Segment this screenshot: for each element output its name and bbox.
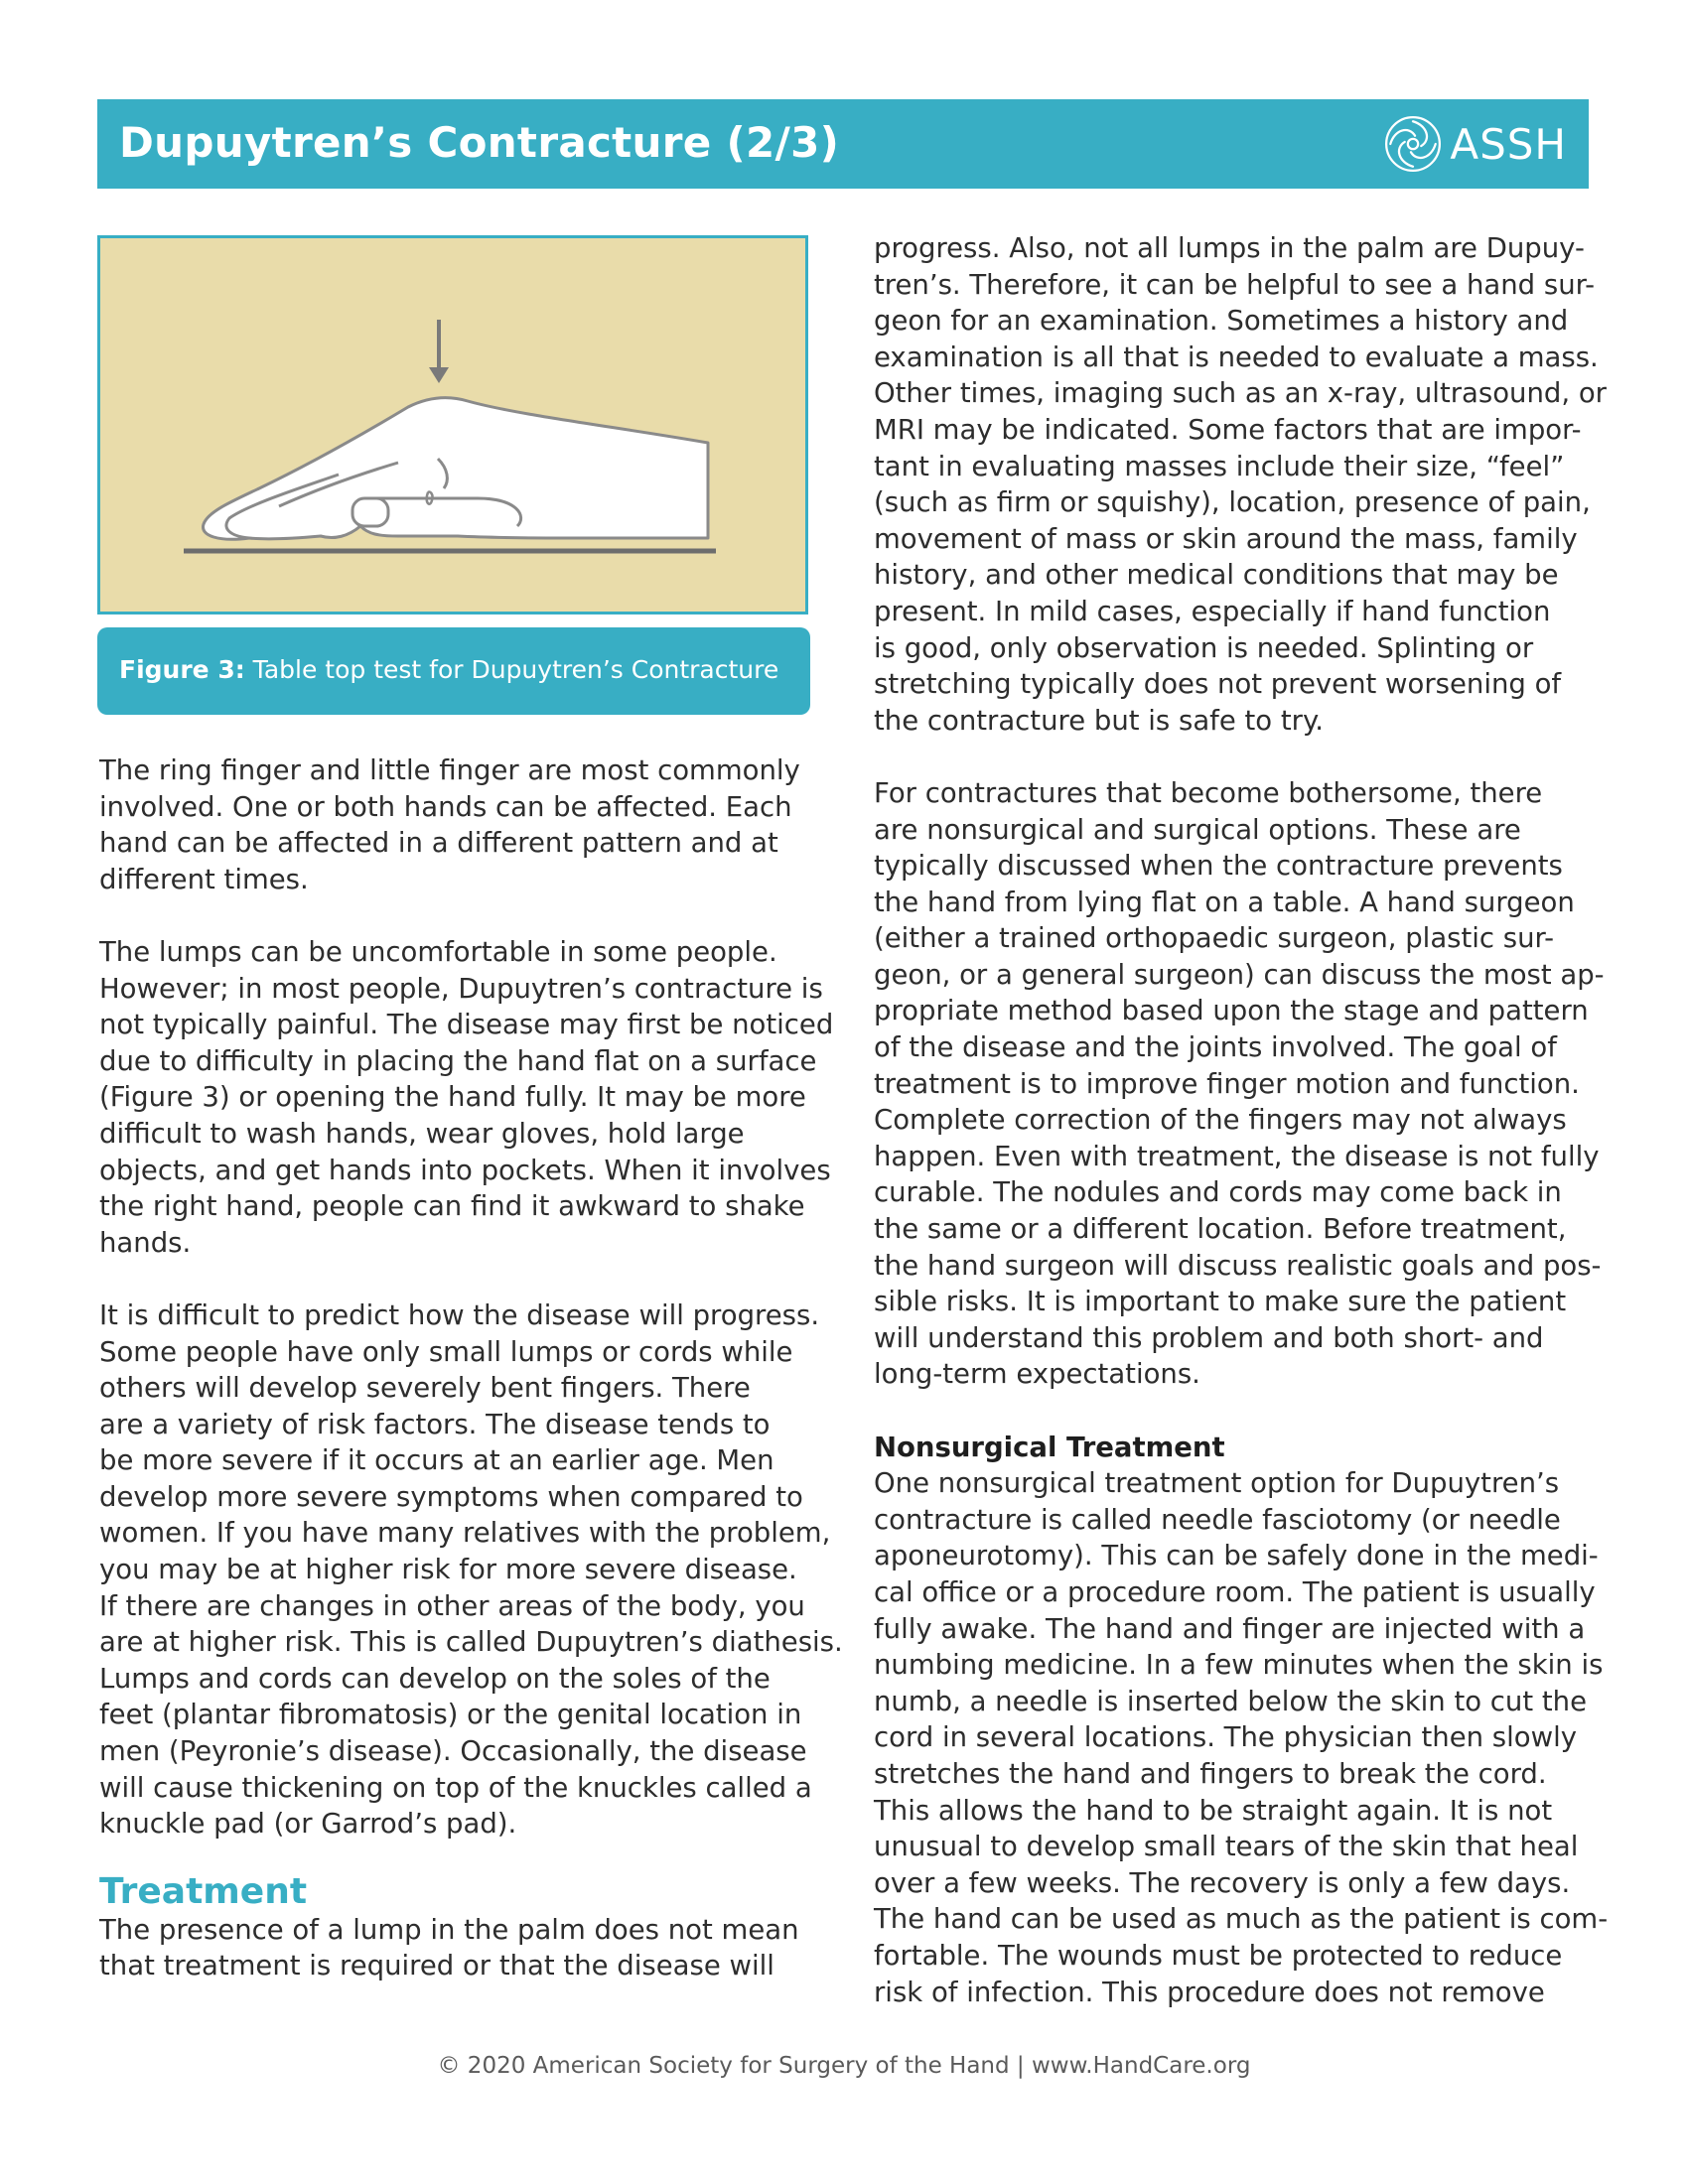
text-line: the hand surgeon will discuss realistic goals and pos- bbox=[874, 1249, 1602, 1282]
text-line: knuckle pad (or Garrod’s pad). bbox=[99, 1808, 517, 1841]
text-line: The presence of a lump in the palm does not mean bbox=[99, 1913, 799, 1946]
left-column bbox=[99, 752, 843, 1984]
text-line: history, and other medical conditions that may be bbox=[874, 559, 1559, 592]
text-line: contracture is called needle fasciotomy (or needle bbox=[874, 1503, 1561, 1536]
text-line: It is difficult to predict how the disease will progress. bbox=[99, 1298, 820, 1331]
text-line: Some people have only small lumps or cords while bbox=[99, 1335, 793, 1368]
figure-illustration bbox=[97, 235, 808, 614]
text-line: the hand from lying flat on a table. A hand surgeon bbox=[874, 886, 1575, 918]
text-line: cal office or a procedure room. The patient is usually bbox=[874, 1575, 1596, 1608]
text-line: not typically painful. The disease may first be noticed bbox=[99, 1009, 834, 1041]
text-line: curable. The nodules and cords may come back in bbox=[874, 1176, 1562, 1209]
caption-label: Figure 3: bbox=[119, 655, 245, 684]
text-line: (either a trained orthopaedic surgeon, plastic sur- bbox=[874, 922, 1555, 955]
text-line: others will develop severely bent fingers. There bbox=[99, 1372, 751, 1405]
text-line: tren’s. Therefore, it can be helpful to see a hand sur- bbox=[874, 268, 1596, 301]
text-line: are nonsurgical and surgical options. These are bbox=[874, 813, 1521, 846]
text-line: different times. bbox=[99, 863, 309, 895]
text-line: For contractures that become bothersome, there bbox=[874, 776, 1543, 809]
text-line: geon for an examination. Sometimes a history and bbox=[874, 305, 1569, 338]
text-line: propriate method based upon the stage and pattern bbox=[874, 995, 1589, 1027]
text-line: you may be at higher risk for more severe disease. bbox=[99, 1554, 797, 1586]
text-line: cord in several locations. The physician then slowly bbox=[874, 1721, 1577, 1754]
paragraph bbox=[99, 1297, 843, 1843]
text-line: happen. Even with treatment, the disease is not fully bbox=[874, 1140, 1600, 1172]
text-line: MRI may be indicated. Some factors that are impor- bbox=[874, 413, 1582, 446]
text-line: movement of mass or skin around the mass, family bbox=[874, 522, 1578, 555]
text-line: stretches the hand and fingers to break the cord. bbox=[874, 1757, 1547, 1790]
text-line: is good, only observation is needed. Splinting or bbox=[874, 631, 1534, 664]
logo-text: ASSH bbox=[1450, 119, 1567, 169]
text-line: due to difficulty in placing the hand flat on a surface bbox=[99, 1044, 817, 1077]
paragraph bbox=[99, 752, 824, 897]
text-line: Complete correction of the fingers may not always bbox=[874, 1104, 1567, 1137]
text-line: hands. bbox=[99, 1226, 192, 1259]
text-line: The lumps can be uncomfortable in some people. bbox=[99, 935, 777, 968]
text-line: numb, a needle is inserted below the skin to cut the bbox=[874, 1685, 1587, 1717]
text-line: men (Peyronie’s disease). Occasionally, the disease bbox=[99, 1735, 807, 1768]
assh-logo bbox=[1382, 113, 1567, 175]
nonsurgical-heading: Nonsurgical Treatment bbox=[874, 1431, 1225, 1463]
text-line: feet (plantar fibromatosis) or the genital location in bbox=[99, 1699, 802, 1731]
text-line: aponeurotomy). This can be safely done in the medi- bbox=[874, 1540, 1599, 1572]
text-line: Other times, imaging such as an x-ray, ultrasound, or bbox=[874, 377, 1607, 410]
paragraph bbox=[874, 230, 1607, 739]
text-line: involved. One or both hands can be affected. Each bbox=[99, 790, 792, 823]
text-line: tant in evaluating masses include their size, “feel” bbox=[874, 450, 1565, 482]
text-line: fully awake. The hand and finger are injected with a bbox=[874, 1612, 1586, 1645]
text-line: fortable. The wounds must be protected to reduce bbox=[874, 1939, 1563, 1972]
text-line: However; in most people, Dupuytren’s contracture is bbox=[99, 972, 823, 1005]
text-line: that treatment is required or that the disease will bbox=[99, 1950, 774, 1982]
caption-text: Table top test for Dupuytren’s Contracture bbox=[244, 655, 779, 684]
text-line: objects, and get hands into pockets. When it involves bbox=[99, 1154, 831, 1186]
text-line: the same or a different location. Before treatment, bbox=[874, 1213, 1567, 1246]
text-line: sible risks. It is important to make sure the patient bbox=[874, 1286, 1567, 1318]
header-bar bbox=[97, 99, 1589, 189]
text-line: risk of infection. This procedure does not remove bbox=[874, 1976, 1545, 2008]
page-title: Dupuytren’s Contracture (2/3) bbox=[119, 118, 840, 167]
text-line: hand can be affected in a different pattern and at bbox=[99, 827, 778, 860]
text-line: The hand can be used as much as the patient is com- bbox=[874, 1903, 1609, 1936]
text-line: typically discussed when the contracture prevents bbox=[874, 850, 1563, 883]
text-line: long-term expectations. bbox=[874, 1358, 1200, 1391]
treatment-heading: Treatment bbox=[99, 1870, 308, 1912]
text-line: examination is all that is needed to evaluate a mass. bbox=[874, 341, 1599, 373]
text-line: difficult to wash hands, wear gloves, hold large bbox=[99, 1117, 745, 1150]
paragraph bbox=[874, 1465, 1609, 2010]
paragraph bbox=[99, 1912, 824, 1984]
hand-table-top-illustration bbox=[100, 238, 805, 612]
text-line: of the disease and the joints involved. The goal of bbox=[874, 1031, 1557, 1064]
text-line: numbing medicine. In a few minutes when the skin is bbox=[874, 1649, 1604, 1682]
text-line: This allows the hand to be straight again. It is not bbox=[874, 1794, 1553, 1827]
text-line: are at higher risk. This is called Dupuytren’s diathesis. bbox=[99, 1626, 843, 1659]
text-line: unusual to develop small tears of the skin that heal bbox=[874, 1831, 1579, 1863]
text-line: One nonsurgical treatment option for Dupuytren’s bbox=[874, 1467, 1560, 1500]
text-line: the right hand, people can find it awkward to shake bbox=[99, 1190, 805, 1223]
paragraph bbox=[874, 775, 1605, 1393]
text-line: be more severe if it occurs at an earlier age. Men bbox=[99, 1444, 774, 1477]
text-line: will cause thickening on top of the knuckles called a bbox=[99, 1771, 812, 1804]
text-line: develop more severe symptoms when compared to bbox=[99, 1480, 803, 1513]
text-line: Lumps and cords can develop on the soles of the bbox=[99, 1662, 771, 1695]
text-line: present. In mild cases, especially if hand function bbox=[874, 595, 1551, 627]
text-line: geon, or a general surgeon) can discuss the most ap- bbox=[874, 958, 1605, 991]
text-line: stretching typically does not prevent worsening of bbox=[874, 668, 1562, 701]
swirl-logo-icon bbox=[1382, 113, 1444, 175]
text-line: (Figure 3) or opening the hand fully. It may be more bbox=[99, 1081, 806, 1114]
arrow-head-icon bbox=[429, 367, 449, 383]
paragraph bbox=[99, 934, 834, 1261]
footer: © 2020 American Society for Surgery of the Hand | www.HandCare.org bbox=[437, 2053, 1251, 2079]
figure-caption bbox=[97, 627, 810, 715]
text-line: The ring finger and little finger are most commonly bbox=[99, 754, 800, 786]
thumbnail-shape bbox=[352, 498, 388, 526]
text-line: If there are changes in other areas of the body, you bbox=[99, 1589, 805, 1622]
text-line: women. If you have many relatives with the problem, bbox=[99, 1517, 831, 1550]
text-line: over a few weeks. The recovery is only a few days. bbox=[874, 1866, 1571, 1899]
right-column bbox=[874, 230, 1609, 2010]
text-line: are a variety of risk factors. The disease tends to bbox=[99, 1408, 771, 1440]
text-line: (such as firm or squishy), location, presence of pain, bbox=[874, 486, 1591, 519]
text-line: will understand this problem and both short- and bbox=[874, 1321, 1544, 1354]
text-line: progress. Also, not all lumps in the palm are Dupuy- bbox=[874, 232, 1585, 264]
text-line: treatment is to improve finger motion and function. bbox=[874, 1067, 1580, 1100]
text-line: the contracture but is safe to try. bbox=[874, 704, 1325, 737]
